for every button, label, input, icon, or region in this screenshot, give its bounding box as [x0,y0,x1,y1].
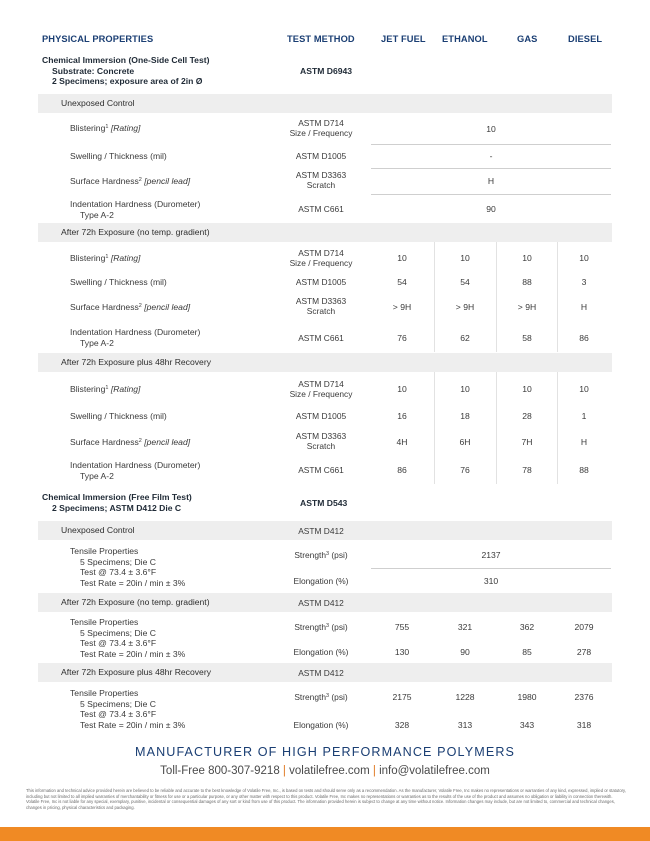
footer-contact [0,765,650,777]
swelling-method: ASTM D1005 [295,277,347,287]
band-label: After 72h Exposure (no temp. gradient) [61,597,210,607]
cell-value: 4H [396,437,408,447]
section2-title-line1: Chemical Immersion (Free Film Test) [42,492,192,502]
cell-value: > 9H [455,302,475,312]
cell-value: 10 [460,253,470,263]
row-blistering-label [70,253,140,264]
strength-text: Strength [294,692,326,702]
divider [371,568,611,569]
tensile-sub: 5 Specimens; Die C [80,698,156,709]
band-unexposed-control [38,94,612,113]
cell-value: 28 [522,411,532,421]
blistering-unit: [Rating] [110,123,141,133]
section2-title [42,492,192,513]
method-line1: ASTM D3363 [295,296,347,306]
footer-email-link[interactable]: info@volatilefree.com [379,765,490,777]
unexposed-strength-value: 2137 [481,550,501,560]
tensile-sub: Test Rate = 20in / min ± 3% [80,648,186,659]
method-line2: Scratch [306,306,336,317]
row-surface-label [70,176,190,187]
footnote-3: 3 [325,693,330,699]
row-indent-label [70,460,200,481]
swelling-method: ASTM D1005 [295,151,347,161]
cell-value: 10 [579,253,589,263]
band-method: ASTM D412 [298,526,344,536]
footnote-1: 1 [105,254,109,260]
tensile-sub: Test Rate = 20in / min ± 3% [80,719,186,730]
strength-method [266,550,376,560]
footnote-3: 3 [325,623,330,629]
cell-value: 362 [519,622,535,632]
indent-method: ASTM C661 [298,333,344,343]
tensile-label [70,617,185,659]
surface-method [266,431,376,452]
cell-value: 18 [460,411,470,421]
method-line1: ASTM D3363 [295,170,347,180]
cell-value: 321 [457,622,473,632]
footnote-2: 2 [138,303,142,309]
cell-value: 10 [397,253,407,263]
cell-value: H [580,437,588,447]
row-surface-label [70,437,190,448]
cell-value: 10 [522,384,532,394]
blistering-text: Blistering [70,384,106,394]
col-header-jet-fuel: JET FUEL [381,34,426,44]
cell-value: 54 [460,277,470,287]
indent-method: ASTM C661 [298,204,344,214]
cell-value: 16 [397,411,407,421]
blistering-method [266,248,376,269]
footnote-2: 2 [138,438,142,444]
band-label: After 72h Exposure plus 48hr Recovery [61,357,211,367]
col-header-test-method: TEST METHOD [287,34,355,44]
surface-text: Surface Hardness [70,302,139,312]
tensile-sub: Test @ 73.4 ± 3.6°F [80,567,157,577]
tensile-sub: Test @ 73.4 ± 3.6°F [80,638,157,648]
cell-value: 1 [581,411,587,421]
strength-unit: (psi) [331,692,348,702]
method-line1: ASTM D714 [298,118,344,128]
method-line2: Scratch [306,180,336,191]
col-header-properties: PHYSICAL PROPERTIES [42,34,154,44]
cell-value: 318 [576,720,592,730]
section1-title [42,55,209,87]
cell-value: 58 [522,333,532,343]
band-method: ASTM D412 [298,598,344,608]
cell-value: 85 [522,647,532,657]
section1-title-line1: Chemical Immersion (One-Side Cell Test) [42,55,210,65]
surface-text: Surface Hardness [70,176,139,186]
cell-value: 10 [397,384,407,394]
indent-line1: Indentation Hardness (Durometer) [70,327,201,337]
surface-unit: [pencil lead] [144,437,191,447]
footer-tagline: MANUFACTURER OF HIGH PERFORMANCE POLYMERS [134,745,516,759]
unexposed-surface-value: H [487,176,495,186]
footer-phone: Toll-Free 800-307-9218 [160,765,280,777]
row-swelling-label: Swelling / Thickness (mil) [70,411,167,421]
cell-value: 1980 [517,692,537,702]
surface-unit: [pencil lead] [144,176,191,186]
band-label: Unexposed Control [61,525,135,535]
cell-value: 10 [460,384,470,394]
strength-text: Strength [294,622,326,632]
col-header-gas: GAS [517,34,538,44]
surface-unit: [pencil lead] [144,302,191,312]
cell-value: 3 [581,277,587,287]
cell-value: 86 [579,333,589,343]
cell-value: 76 [397,333,407,343]
blistering-text: Blistering [70,253,106,263]
cell-value: 86 [397,465,407,475]
elongation-method: Elongation (%) [293,576,349,586]
separator: | [372,765,376,777]
footer-accent-bar [0,827,650,841]
tensile-title: Tensile Properties [70,688,139,698]
cell-value: 6H [459,437,471,447]
cell-value: 90 [460,647,470,657]
cell-value: 78 [522,465,532,475]
divider [371,168,611,169]
band-72h-recovery [38,353,612,372]
cell-value: 313 [457,720,473,730]
cell-value: 62 [460,333,470,343]
col-header-diesel: DIESEL [568,34,603,44]
section1-title-line3: 2 Specimens; exposure area of 2in Ø [52,76,203,86]
blistering-unit: [Rating] [110,384,141,394]
cell-value: 2079 [574,622,594,632]
tensile-sub: 5 Specimens; Die C [80,627,156,638]
separator: | [282,765,286,777]
cell-value: 2175 [392,692,412,702]
section1-title-line2: Substrate: Concrete [52,65,135,76]
tensile-sub: 5 Specimens; Die C [80,556,156,567]
tensile-sub: Test @ 73.4 ± 3.6°F [80,709,157,719]
tensile-title: Tensile Properties [70,546,139,556]
cell-value: 88 [522,277,532,287]
row-swelling-label: Swelling / Thickness (mil) [70,151,167,161]
strength-text: Strength [294,550,326,560]
cell-value: 1228 [455,692,475,702]
tensile-label [70,688,185,730]
tensile-sub: Test Rate = 20in / min ± 3% [80,577,186,588]
section2-method: ASTM D543 [300,498,348,508]
swelling-method: ASTM D1005 [295,411,347,421]
col-header-ethanol: ETHANOL [442,34,488,44]
cell-value: 10 [579,384,589,394]
cell-value: 7H [521,437,533,447]
cell-value: H [580,302,588,312]
divider [371,144,611,145]
blistering-method [266,379,376,400]
strength-unit: (psi) [331,550,348,560]
row-blistering-label [70,384,140,395]
method-line1: ASTM D714 [298,379,344,389]
surface-text: Surface Hardness [70,437,139,447]
cell-value: 343 [519,720,535,730]
tensile-title: Tensile Properties [70,617,139,627]
indent-line2: Type A-2 [80,209,114,220]
strength-unit: (psi) [331,622,348,632]
unexposed-blistering-value: 10 [486,124,496,134]
method-line2: Size / Frequency [289,258,353,269]
cell-value: 278 [576,647,592,657]
strength-method [266,692,376,702]
cell-value: 10 [522,253,532,263]
cell-value: > 9H [392,302,412,312]
footnote-1: 1 [105,124,109,130]
indent-line2: Type A-2 [80,470,114,481]
footnote-2: 2 [138,177,142,183]
unexposed-swelling-value: - [489,151,493,161]
cell-value: > 9H [517,302,537,312]
indent-line2: Type A-2 [80,337,114,348]
indent-line1: Indentation Hardness (Durometer) [70,460,201,470]
blistering-text: Blistering [70,123,106,133]
footer-disclaimer: This information and technical advice provided herein are believed to be reliable and accurate to the best knowledge of Volatile Free, Inc., is based on tests and should serve only as a recommendation. As the manufacturer, Volatile Free, Inc makes no representations or warranties of any kind, expressed, implied or statutory, including but not limited to all implied warranties of merchantability or fitness for use or a particular purpose, or any other matter with respect to this product. Volatile Free, Inc makes no representations or warranties as to the results of the use of the product and assumes no obligation or liability in connection therewith. Volatile Free, Inc is not liable for any special, exemplary, punitive, incidental or consequential damages of any sort or kind from use of this product. The information provided herein is subject to change at any time without notice. Information changes may include, but are not limited to, commercial and technical changes, changes in pricing, physical characteristics and packaging. [26,788,626,810]
cell-value: 88 [579,465,589,475]
footnote-1: 1 [105,385,109,391]
band-method: ASTM D412 [298,668,344,678]
cell-value: 54 [397,277,407,287]
elongation-method: Elongation (%) [293,647,349,657]
cell-value: 130 [394,647,410,657]
cell-value: 328 [394,720,410,730]
band-label: After 72h Exposure plus 48hr Recovery [61,667,211,677]
unexposed-indent-value: 90 [486,204,496,214]
indent-method: ASTM C661 [298,465,344,475]
row-indent-label [70,199,200,220]
cell-value: 76 [460,465,470,475]
band-label: After 72h Exposure (no temp. gradient) [61,227,210,237]
unexposed-elongation-value: 310 [483,576,499,586]
band-72h-exposure [38,223,612,242]
surface-method [266,296,376,317]
row-surface-label [70,302,190,313]
band-label: Unexposed Control [61,98,135,108]
method-line2: Scratch [306,441,336,452]
divider [371,194,611,195]
row-indent-label [70,327,200,348]
method-line2: Size / Frequency [289,128,353,139]
cell-value: 2376 [574,692,594,702]
section1-method: ASTM D6943 [300,66,353,76]
footer-website-link[interactable]: volatilefree.com [289,765,370,777]
cell-value: 755 [394,622,410,632]
elongation-method: Elongation (%) [293,720,349,730]
strength-method [266,622,376,632]
blistering-unit: [Rating] [110,253,141,263]
blistering-method [266,118,376,139]
indent-line1: Indentation Hardness (Durometer) [70,199,201,209]
section2-title-line2: 2 Specimens; ASTM D412 Die C [52,502,182,513]
row-swelling-label: Swelling / Thickness (mil) [70,277,167,287]
tensile-label [70,546,185,588]
row-blistering-label [70,123,140,134]
method-line2: Size / Frequency [289,389,353,400]
footnote-3: 3 [325,551,330,557]
surface-method [266,170,376,191]
method-line1: ASTM D3363 [295,431,347,441]
method-line1: ASTM D714 [298,248,344,258]
